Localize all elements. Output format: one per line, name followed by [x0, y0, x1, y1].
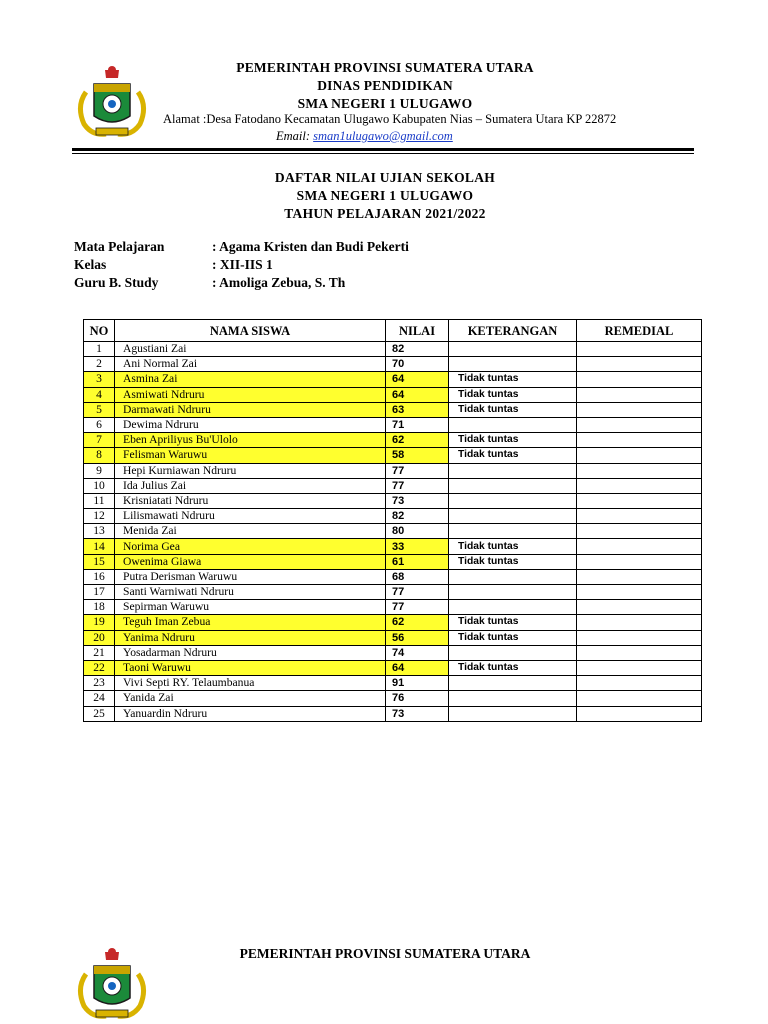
row-score: 77 [386, 478, 449, 493]
row-status: Tidak tuntas [449, 387, 577, 402]
col-remedial: REMEDIAL [577, 320, 702, 342]
row-remedial [577, 600, 702, 615]
header-divider-thin [72, 153, 694, 154]
table-row [84, 554, 702, 569]
row-name: Asmina Zai [115, 372, 386, 387]
table-row [84, 615, 702, 630]
header-email-line [276, 129, 453, 144]
row-name: Teguh Iman Zebua [115, 615, 386, 630]
row-no: 21 [84, 645, 115, 660]
row-remedial [577, 539, 702, 554]
header-agency: DINAS PENDIDIKAN [317, 78, 453, 93]
row-no: 8 [84, 448, 115, 463]
table-row [84, 676, 702, 691]
row-remedial [577, 387, 702, 402]
row-score: 91 [386, 676, 449, 691]
row-status [449, 600, 577, 615]
meta-subject [74, 239, 409, 255]
row-status: Tidak tuntas [449, 554, 577, 569]
sumatera-utara-emblem-icon [72, 944, 152, 1024]
row-score: 64 [386, 660, 449, 675]
row-score: 64 [386, 387, 449, 402]
meta-key: Mata Pelajaran [74, 239, 165, 254]
row-no: 14 [84, 539, 115, 554]
table-row [84, 493, 702, 508]
row-status [449, 569, 577, 584]
table-row [84, 478, 702, 493]
row-score: 74 [386, 645, 449, 660]
meta-key: Guru B. Study [74, 275, 159, 290]
row-name: Yosadarman Ndruru [115, 645, 386, 660]
row-name: Ida Julius Zai [115, 478, 386, 493]
row-name: Felisman Waruwu [115, 448, 386, 463]
row-remedial [577, 342, 702, 357]
footer-header-province: PEMERINTAH PROVINSI SUMATERA UTARA [239, 946, 531, 961]
table-row [84, 645, 702, 660]
table-row [84, 600, 702, 615]
row-no: 6 [84, 417, 115, 432]
row-remedial [577, 645, 702, 660]
row-status [449, 417, 577, 432]
header-province: PEMERINTAH PROVINSI SUMATERA UTARA [236, 60, 534, 75]
meta-value: : XII-IIS 1 [212, 257, 273, 272]
table-row [84, 357, 702, 372]
table-row [84, 569, 702, 584]
row-remedial [577, 493, 702, 508]
row-name: Yanida Zai [115, 691, 386, 706]
row-no: 24 [84, 691, 115, 706]
row-score: 56 [386, 630, 449, 645]
row-status: Tidak tuntas [449, 539, 577, 554]
row-score: 71 [386, 417, 449, 432]
row-remedial [577, 433, 702, 448]
table-row [84, 660, 702, 675]
row-score: 82 [386, 342, 449, 357]
row-name: Menida Zai [115, 524, 386, 539]
row-remedial [577, 372, 702, 387]
row-status [449, 585, 577, 600]
table-body [84, 342, 702, 722]
table-row [84, 402, 702, 417]
row-name: Lilismawati Ndruru [115, 509, 386, 524]
table-row [84, 417, 702, 432]
table-row [84, 706, 702, 721]
row-remedial [577, 463, 702, 478]
row-name: Asmiwati Ndruru [115, 387, 386, 402]
meta-value: : Amoliga Zebua, S. Th [212, 275, 346, 290]
row-no: 7 [84, 433, 115, 448]
header-school: SMA NEGERI 1 ULUGAWO [297, 96, 473, 111]
row-name: Santi Warniwati Ndruru [115, 585, 386, 600]
row-no: 2 [84, 357, 115, 372]
row-no: 23 [84, 676, 115, 691]
row-no: 10 [84, 478, 115, 493]
doc-year: TAHUN PELAJARAN 2021/2022 [284, 206, 486, 221]
row-score: 77 [386, 600, 449, 615]
row-score: 82 [386, 509, 449, 524]
header-address: Alamat :Desa Fatodano Kecamatan Ulugawo Kabupaten Nias – Sumatera Utara KP 22872 [163, 112, 617, 126]
row-score: 80 [386, 524, 449, 539]
row-score: 58 [386, 448, 449, 463]
row-no: 9 [84, 463, 115, 478]
row-status: Tidak tuntas [449, 372, 577, 387]
table-row [84, 524, 702, 539]
row-status [449, 645, 577, 660]
col-score: NILAI [386, 320, 449, 342]
row-score: 33 [386, 539, 449, 554]
row-score: 70 [386, 357, 449, 372]
row-no: 22 [84, 660, 115, 675]
row-status [449, 509, 577, 524]
row-no: 12 [84, 509, 115, 524]
row-no: 11 [84, 493, 115, 508]
row-status [449, 463, 577, 478]
table-row [84, 509, 702, 524]
row-score: 62 [386, 433, 449, 448]
row-no: 1 [84, 342, 115, 357]
row-status: Tidak tuntas [449, 448, 577, 463]
row-status [449, 342, 577, 357]
meta-class [74, 257, 273, 273]
row-score: 73 [386, 706, 449, 721]
row-name: Krisniatati Ndruru [115, 493, 386, 508]
row-name: Putra Derisman Waruwu [115, 569, 386, 584]
table-header-row [84, 320, 702, 342]
row-name: Eben Apriliyus Bu'Ulolo [115, 433, 386, 448]
row-status [449, 493, 577, 508]
row-remedial [577, 448, 702, 463]
header-divider-thick [72, 148, 694, 151]
row-remedial [577, 402, 702, 417]
row-status: Tidak tuntas [449, 660, 577, 675]
row-remedial [577, 554, 702, 569]
col-name: NAMA SISWA [115, 320, 386, 342]
row-status [449, 357, 577, 372]
row-score: 68 [386, 569, 449, 584]
row-name: Owenima Giawa [115, 554, 386, 569]
row-remedial [577, 691, 702, 706]
table-row [84, 342, 702, 357]
col-no: NO [84, 320, 115, 342]
row-status: Tidak tuntas [449, 433, 577, 448]
row-remedial [577, 660, 702, 675]
email-link[interactable]: sman1ulugawo@gmail.com [313, 129, 453, 143]
meta-value: : Agama Kristen dan Budi Pekerti [212, 239, 409, 254]
table-row [84, 630, 702, 645]
doc-school: SMA NEGERI 1 ULUGAWO [296, 188, 474, 203]
email-label: Email: [276, 129, 314, 143]
col-status: KETERANGAN [449, 320, 577, 342]
row-no: 25 [84, 706, 115, 721]
row-remedial [577, 676, 702, 691]
row-status [449, 691, 577, 706]
row-status [449, 676, 577, 691]
table-row [84, 539, 702, 554]
row-remedial [577, 585, 702, 600]
row-status [449, 706, 577, 721]
row-remedial [577, 524, 702, 539]
row-name: Norima Gea [115, 539, 386, 554]
row-no: 18 [84, 600, 115, 615]
row-score: 64 [386, 372, 449, 387]
row-status [449, 478, 577, 493]
table-row [84, 387, 702, 402]
row-score: 77 [386, 585, 449, 600]
row-no: 13 [84, 524, 115, 539]
row-no: 17 [84, 585, 115, 600]
row-remedial [577, 509, 702, 524]
row-score: 73 [386, 493, 449, 508]
row-name: Yanuardin Ndruru [115, 706, 386, 721]
row-status: Tidak tuntas [449, 615, 577, 630]
table-row [84, 372, 702, 387]
row-name: Vivi Septi RY. Telaumbanua [115, 676, 386, 691]
row-no: 5 [84, 402, 115, 417]
row-status: Tidak tuntas [449, 402, 577, 417]
row-no: 20 [84, 630, 115, 645]
row-no: 3 [84, 372, 115, 387]
row-status: Tidak tuntas [449, 630, 577, 645]
row-status [449, 524, 577, 539]
table-row [84, 433, 702, 448]
row-no: 16 [84, 569, 115, 584]
meta-key: Kelas [74, 257, 107, 272]
row-name: Agustiani Zai [115, 342, 386, 357]
row-remedial [577, 417, 702, 432]
row-name: Yanima Ndruru [115, 630, 386, 645]
table-row [84, 691, 702, 706]
row-score: 76 [386, 691, 449, 706]
row-no: 4 [84, 387, 115, 402]
row-score: 77 [386, 463, 449, 478]
row-name: Sepirman Waruwu [115, 600, 386, 615]
doc-title: DAFTAR NILAI UJIAN SEKOLAH [274, 170, 496, 185]
row-name: Darmawati Ndruru [115, 402, 386, 417]
table-row [84, 585, 702, 600]
meta-teacher [74, 275, 345, 291]
row-no: 15 [84, 554, 115, 569]
sumatera-utara-emblem-icon [72, 62, 152, 142]
row-name: Ani Normal Zai [115, 357, 386, 372]
row-remedial [577, 569, 702, 584]
row-name: Hepi Kurniawan Ndruru [115, 463, 386, 478]
row-remedial [577, 478, 702, 493]
grades-table [83, 319, 702, 722]
row-remedial [577, 706, 702, 721]
row-remedial [577, 357, 702, 372]
table-row [84, 463, 702, 478]
row-score: 61 [386, 554, 449, 569]
table-row [84, 448, 702, 463]
row-score: 62 [386, 615, 449, 630]
row-name: Dewima Ndruru [115, 417, 386, 432]
row-no: 19 [84, 615, 115, 630]
row-remedial [577, 615, 702, 630]
row-remedial [577, 630, 702, 645]
row-name: Taoni Waruwu [115, 660, 386, 675]
row-score: 63 [386, 402, 449, 417]
